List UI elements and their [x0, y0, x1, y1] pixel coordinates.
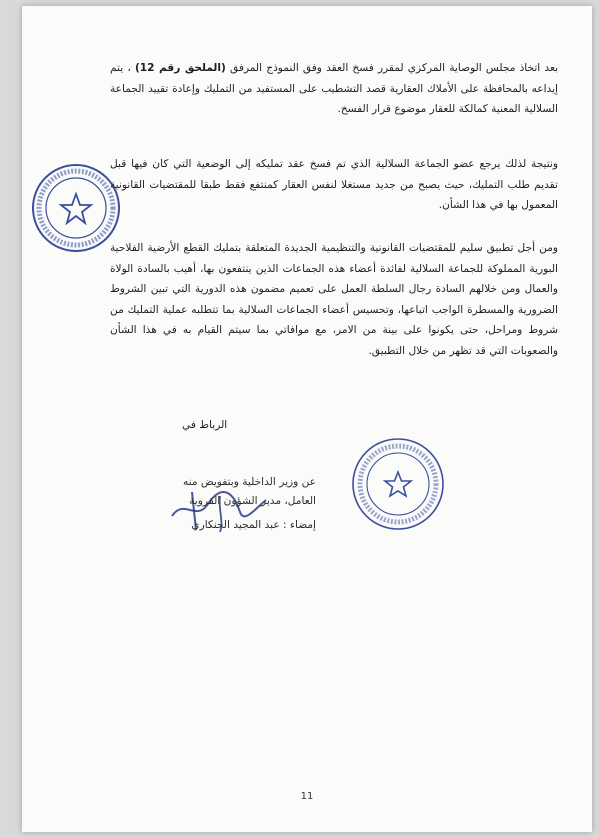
official-stamp-right [350, 436, 446, 532]
signature-line-title: العامل، مدير الشؤون القروية [189, 495, 316, 507]
paragraph-contract-cancellation [110, 58, 558, 120]
paragraph-1-text: بعد اتخاذ مجلس الوصاية المركزي لمقرر فسخ العقد وفق النموذج المرفق [225, 62, 559, 74]
paragraph-member-status: ونتيجة لذلك يرجع عضو الجماعة السلالية الذي تم فسخ عقد تمليكه إلى الوضعية التي كان فيها قبل تقديم طلب التمليك، حيث يصبح من جديد مستغلا لنفس العقار كمنتفع فقط طبقا للمقتضيات القانونية المعمول بها في هذا الشأن. [110, 158, 558, 211]
paragraph-application-instructions: ومن أجل تطبيق سليم للمقتضيات القانونية والتنظيمية الجديدة المتعلقة بتمليك القطع الأرضية الفلاحية البورية المملوكة للجماعة السلالية لفائدة أعضاء هذه الجماعات الذين ينتفعون بها، أهيب بالسادة الولاة والعمال ومن خلالهم السادة رجال السلطة العمل على تعميم مضمون هذه الدورية التي تبين الشروط الضرورية والمسطرة الواجب اتباعها، وتحسيس أعضاء الجماعات السلالية بما تتطلبه عملية التمليك من شروط ومراحل، حتى يكونوا على بينة من الامر، مع موافاتي بما سيتم القيام به في هذا الشأن والصعوبات التي قد تظهر من خلال التطبيق. [110, 242, 558, 357]
signature-line-name: إمضاء : عبد المجيد الحنكاري [191, 519, 316, 531]
paragraph-1-continuation: ، يتم إيداعه بالمحافظة على الأملاك العقارية قصد التشطيب على المستفيد من التمليك وإعادة تقييد الجماعة السلالية المعنية كمالكة للعقار موضوع قرار الفسخ. [110, 62, 558, 115]
annex-reference: (الملحق رقم 12) [134, 62, 226, 74]
place-and-date: الرباط في [182, 419, 228, 431]
signature-line-delegation: عن وزير الداخلية وبتفويض منه [182, 476, 316, 488]
document-page [22, 6, 592, 832]
official-stamp-left [30, 162, 122, 254]
page-number: 11 [300, 791, 314, 802]
